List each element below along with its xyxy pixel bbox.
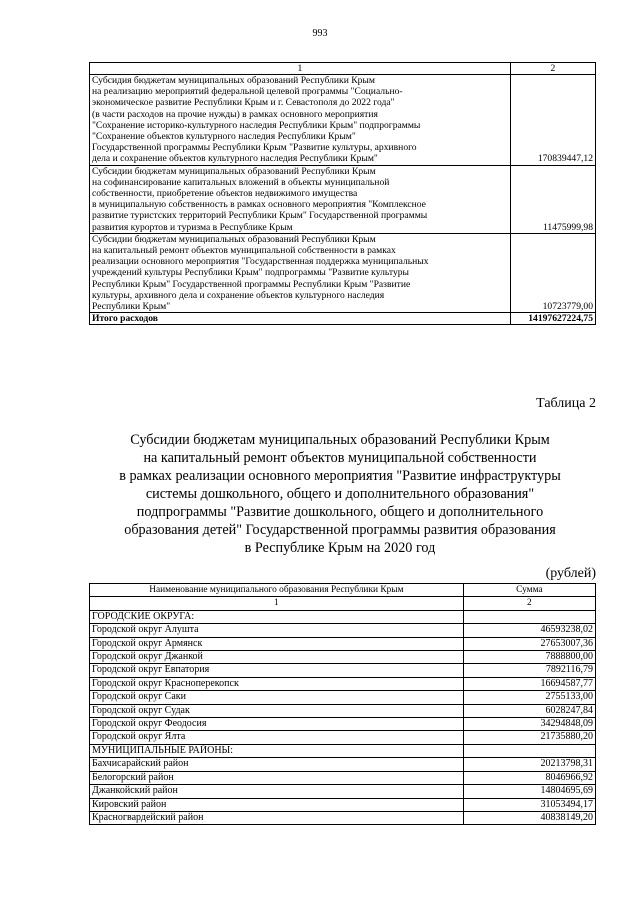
table1-col-number-1: 1 [90,63,511,75]
table2-col-name-header: Наименование муниципального образования Республики Крым [90,584,464,597]
table2-header-row [90,584,596,597]
municipality-name: Городской округ Евпатория [90,664,464,677]
table-row [90,758,596,771]
table2-col-number-1: 1 [90,597,464,610]
municipality-amount: 21735880,20 [463,731,595,744]
table2-body [90,610,596,825]
municipality-name: Городской округ Судак [90,704,464,717]
table2-col-number-2: 2 [463,597,595,610]
page-number: 993 [312,28,328,39]
table-row [90,677,596,690]
municipality-amount: 6028247,84 [463,704,595,717]
table-row [90,704,596,717]
table2-section-empty-cell [463,744,595,757]
table-row [90,624,596,637]
municipality-amount: 31053494,17 [463,798,595,811]
municipality-amount: 34294848,09 [463,718,595,731]
table2-section-title: ГОРОДСКИЕ ОКРУГА: [90,610,464,623]
subsidies-table-2 [89,583,596,825]
municipality-name: Городской округ Алушта [90,624,464,637]
table1-row-amount: 10723779,00 [510,233,595,312]
municipality-name: Красногвардейский район [90,811,464,824]
municipality-amount: 7892116,79 [463,664,595,677]
municipality-name: Городской округ Джанкой [90,651,464,664]
table2-section-title: МУНИЦИПАЛЬНЫЕ РАЙОНЫ: [90,744,464,757]
table1-total-row [90,313,596,325]
table-row [90,651,596,664]
table-row [90,691,596,704]
municipality-amount: 27653007,36 [463,637,595,650]
municipality-name: Кировский район [90,798,464,811]
table1-header-row [90,63,596,75]
table1-row-amount: 11475999,98 [510,165,595,233]
unit-label: (рублей) [545,566,596,581]
table-row [90,731,596,744]
municipality-name: Городской округ Красноперекопск [90,677,464,690]
table1-row [90,75,596,166]
municipality-amount: 20213798,31 [463,758,595,771]
municipality-name: Белогорский район [90,771,464,784]
table1-row [90,233,596,312]
table1-row-description: Субсидии бюджетам муниципальных образований Республики Крым на капитальный ремонт объектов муниципальной собственности в рамках реализации основного мероприятия "Государственная поддержка муниципальных учреждений культуры Республики Крым" подпрограммы "Развитие культуры Республики Крым" Государственной программы Республики Крым "Развитие культуры, архивного дела и сохранение объектов культурного наследия Республики Крым" [90,233,511,312]
table2-section-empty-cell [463,610,595,623]
municipality-amount: 8046966,92 [463,771,595,784]
table-row [90,811,596,824]
table2-section-row [90,610,596,623]
table1-row-amount: 170839447,12 [510,75,595,166]
municipality-amount: 7888800,00 [463,651,595,664]
municipality-name: Городской округ Ялта [90,731,464,744]
table-row [90,718,596,731]
municipality-name: Бахчисарайский район [90,758,464,771]
table-row [90,637,596,650]
subsidies-table-1 [89,62,596,325]
table-row [90,798,596,811]
municipality-name: Городской округ Феодосия [90,718,464,731]
table1-row-description: Субсидия бюджетам муниципальных образований Республики Крым на реализацию мероприятий федеральной целевой программы "Социально- экономическое развитие Республики Крым и г. Севастополя до 2022 года" (в части расходов на прочие нужды) в рамках основного мероприятия "Сохранение историко-культурного наследия Республики Крым" подпрограммы "Сохранение объектов культурного наследия Республики Крым" Государственной программы Республики Крым "Развитие культуры, архивного дела и сохранение объектов культурного наследия Республики Крым" [90,75,511,166]
table1-total-amount: 14197627224,75 [510,313,595,325]
municipality-amount: 14804695,69 [463,785,595,798]
municipality-amount: 40838149,20 [463,811,595,824]
municipality-name: Джанкойский район [90,785,464,798]
table2-col-amount-header: Сумма [463,584,595,597]
table1-row [90,165,596,233]
municipality-amount: 46593238,02 [463,624,595,637]
table-row [90,664,596,677]
municipality-amount: 16694587,77 [463,677,595,690]
table2-section-row [90,744,596,757]
municipality-name: Городской округ Армянск [90,637,464,650]
table-row [90,771,596,784]
table-row [90,785,596,798]
table1-total-label: Итого расходов [90,313,511,325]
table1-col-number-2: 2 [510,63,595,75]
table2-column-numbers-row [90,597,596,610]
municipality-amount: 2755133,00 [463,691,595,704]
table2-label: Таблица 2 [536,396,596,411]
table1-row-description: Субсидии бюджетам муниципальных образований Республики Крым на софинансирование капитальных вложений в объекты муниципальной собственности, приобретение объектов недвижимого имущества в муниципальную собственность в рамках основного мероприятия "Комплексное развитие туристских территорий Республики Крым" Государственной программы развития курортов и туризма в Республике Крым [90,165,511,233]
municipality-name: Городской округ Саки [90,691,464,704]
table2-title: Субсидии бюджетам муниципальных образований Республики Крым на капитальный ремонт объектов муниципальной собственности в рамках реализации основного мероприятия "Развитие инфраструктуры системы дошкольного, общего и дополнительного образования" подпрограммы "Развитие дошкольного, общего и дополнительного образования детей" Государственной программы развития образования в Республике Крым на 2020 год [119,432,561,556]
